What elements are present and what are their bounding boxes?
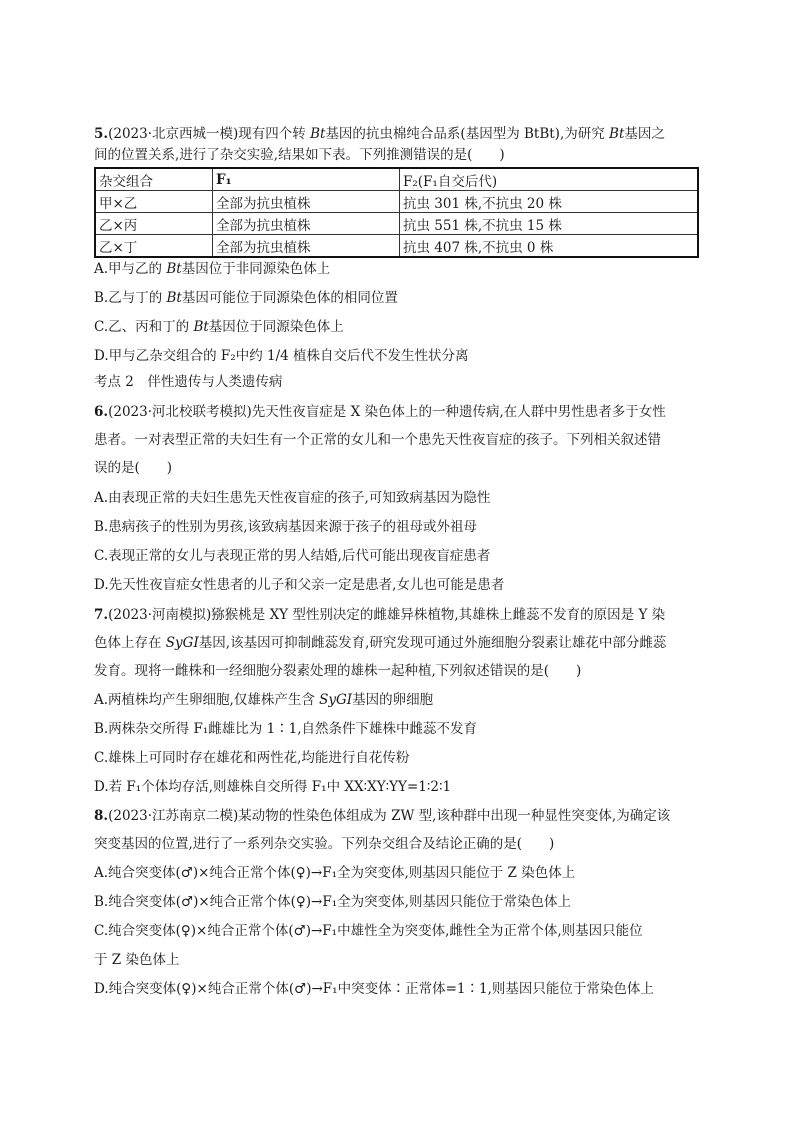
table-row — [95, 235, 698, 258]
table-cell: 全部为抗虫植株 — [213, 191, 400, 213]
q5-cross-table — [94, 167, 699, 258]
q5-option-b: B.乙与丁的 Bt基因可能位于同源染色体的相同位置 — [94, 290, 398, 306]
table-cell: 甲×乙 — [95, 191, 213, 213]
bt-gene-label: Bt — [310, 126, 326, 142]
table-header-cell: F₂(F₁自交后代) — [400, 168, 699, 191]
table-cell: 全部为抗虫植株 — [213, 213, 400, 235]
q6-stem-line3: 误的是( ) — [94, 460, 173, 476]
q7-option-b: B.两株杂交所得 F₁雌雄比为 1∶1,自然条件下雄株中雌蕊不发育 — [94, 721, 478, 737]
table-header-row — [95, 168, 698, 191]
table-row — [95, 191, 698, 213]
q8-option-c-line1: C.纯合突变体(♀)×纯合正常个体(♂)→F₁中雄性全为突变体,雌性全为正常个体,则基因只能位 — [94, 923, 643, 939]
q7-option-c: C.雄株上可同时存在雄花和两性花,均能进行自花传粉 — [94, 750, 410, 766]
q8-option-a: A.纯合突变体(♂)×纯合正常个体(♀)→F₁全为突变体,则基因只能位于 Z 染色体上 — [94, 865, 576, 881]
q6-option-d: D.先天性夜盲症女性患者的儿子和父亲一定是患者,女儿也可能是患者 — [94, 577, 505, 593]
q7-stem-line1: 7.(2023·河南模拟)猕猴桃是 XY 型性别决定的雌雄异株植物,其雄株上雌蕊不发育的原因是 Y 染 — [94, 607, 666, 623]
q6-option-a: A.由表现正常的夫妇生患先天性夜盲症的孩子,可知致病基因为隐性 — [94, 490, 491, 506]
table-row — [95, 213, 698, 235]
table-cell: 乙×丙 — [95, 213, 213, 235]
q7-stem-line2: 色体上存在 SyGI基因,该基因可抑制雌蕊发育,研究发现可通过外施细胞分裂素让雄花中部分雌蕊 — [94, 635, 667, 651]
table-cell: 全部为抗虫植株 — [213, 235, 400, 258]
q6-stem-line1: 6.(2023·河北校联考模拟)先天性夜盲症是 X 染色体上的一种遗传病,在人群中男性患者多于女性 — [94, 404, 666, 420]
q6-option-b: B.患病孩子的性别为男孩,该致病基因来源于孩子的祖母或外祖母 — [94, 519, 478, 535]
q5-option-d: D.甲与乙杂交组合的 F₂中约 1/4 植株自交后代不发生性状分离 — [94, 348, 469, 364]
q8-option-b: B.纯合突变体(♂)×纯合正常个体(♀)→F₁全为突变体,则基因只能位于常染色体上 — [94, 894, 571, 910]
q5-option-a: A.甲与乙的 Bt基因位于非同源染色体上 — [94, 261, 331, 277]
q7-option-a: A.两植株均产生卵细胞,仅雄株产生含 SyGI基因的卵细胞 — [94, 692, 434, 708]
table-cell: 抗虫 407 株,不抗虫 0 株 — [400, 235, 699, 258]
q7-number: 7. — [94, 607, 109, 623]
q6-stem-line2: 患者。一对表型正常的夫妇生有一个正常的女儿和一个患先天性夜盲症的孩子。下列相关叙述错 — [94, 432, 661, 448]
table-header-cell: F₁ — [213, 168, 400, 191]
q6-option-c: C.表现正常的女儿与表现正常的男人结婚,后代可能出现夜盲症患者 — [94, 548, 491, 564]
q5-option-c: C.乙、丙和丁的 Bt基因位于同源染色体上 — [94, 319, 344, 335]
q8-stem-line1: 8.(2023·江苏南京二模)某动物的性染色体组成为 ZW 型,该种群中出现一种显性突变体,为确定该 — [94, 808, 671, 824]
q5-number: 5. — [94, 126, 109, 142]
q6-number: 6. — [94, 404, 109, 420]
q5-stem-line2: 间的位置关系,进行了杂交实验,结果如下表。下列推测错误的是( ) — [94, 147, 505, 163]
table-cell: 乙×丁 — [95, 235, 213, 258]
q8-option-c-line2: 于 Z 染色体上 — [94, 952, 180, 968]
section-heading: 考点 2 伴性遗传与人类遗传病 — [94, 374, 283, 390]
q8-stem-line2: 突变基因的位置,进行了一系列杂交实验。下列杂交组合及结论正确的是( ) — [94, 836, 555, 852]
q8-option-d: D.纯合突变体(♀)×纯合正常个体(♂)→F₁中突变体∶正常体=1∶1,则基因只能位于常染色体上 — [94, 981, 654, 997]
table-header-cell: 杂交组合 — [95, 168, 213, 191]
q8-number: 8. — [94, 808, 109, 824]
table-cell: 抗虫 301 株,不抗虫 20 株 — [400, 191, 699, 213]
table-cell: 抗虫 551 株,不抗虫 15 株 — [400, 213, 699, 235]
q5-stem-line1: 5.(2023·北京西城一模)现有四个转 Bt基因的抗虫棉纯合品系(基因型为 BtBt),为研究 Bt基因之 — [94, 126, 665, 142]
q7-stem-line3: 发育。现将一雌株和一经细胞分裂素处理的雄株一起种植,下列叙述错误的是( ) — [94, 663, 582, 679]
q7-option-d: D.若 F₁个体均存活,则雄株自交所得 F₁中 XX∶XY∶YY=1∶2∶1 — [94, 779, 452, 795]
sygi-gene-label: SyGI — [165, 635, 199, 651]
